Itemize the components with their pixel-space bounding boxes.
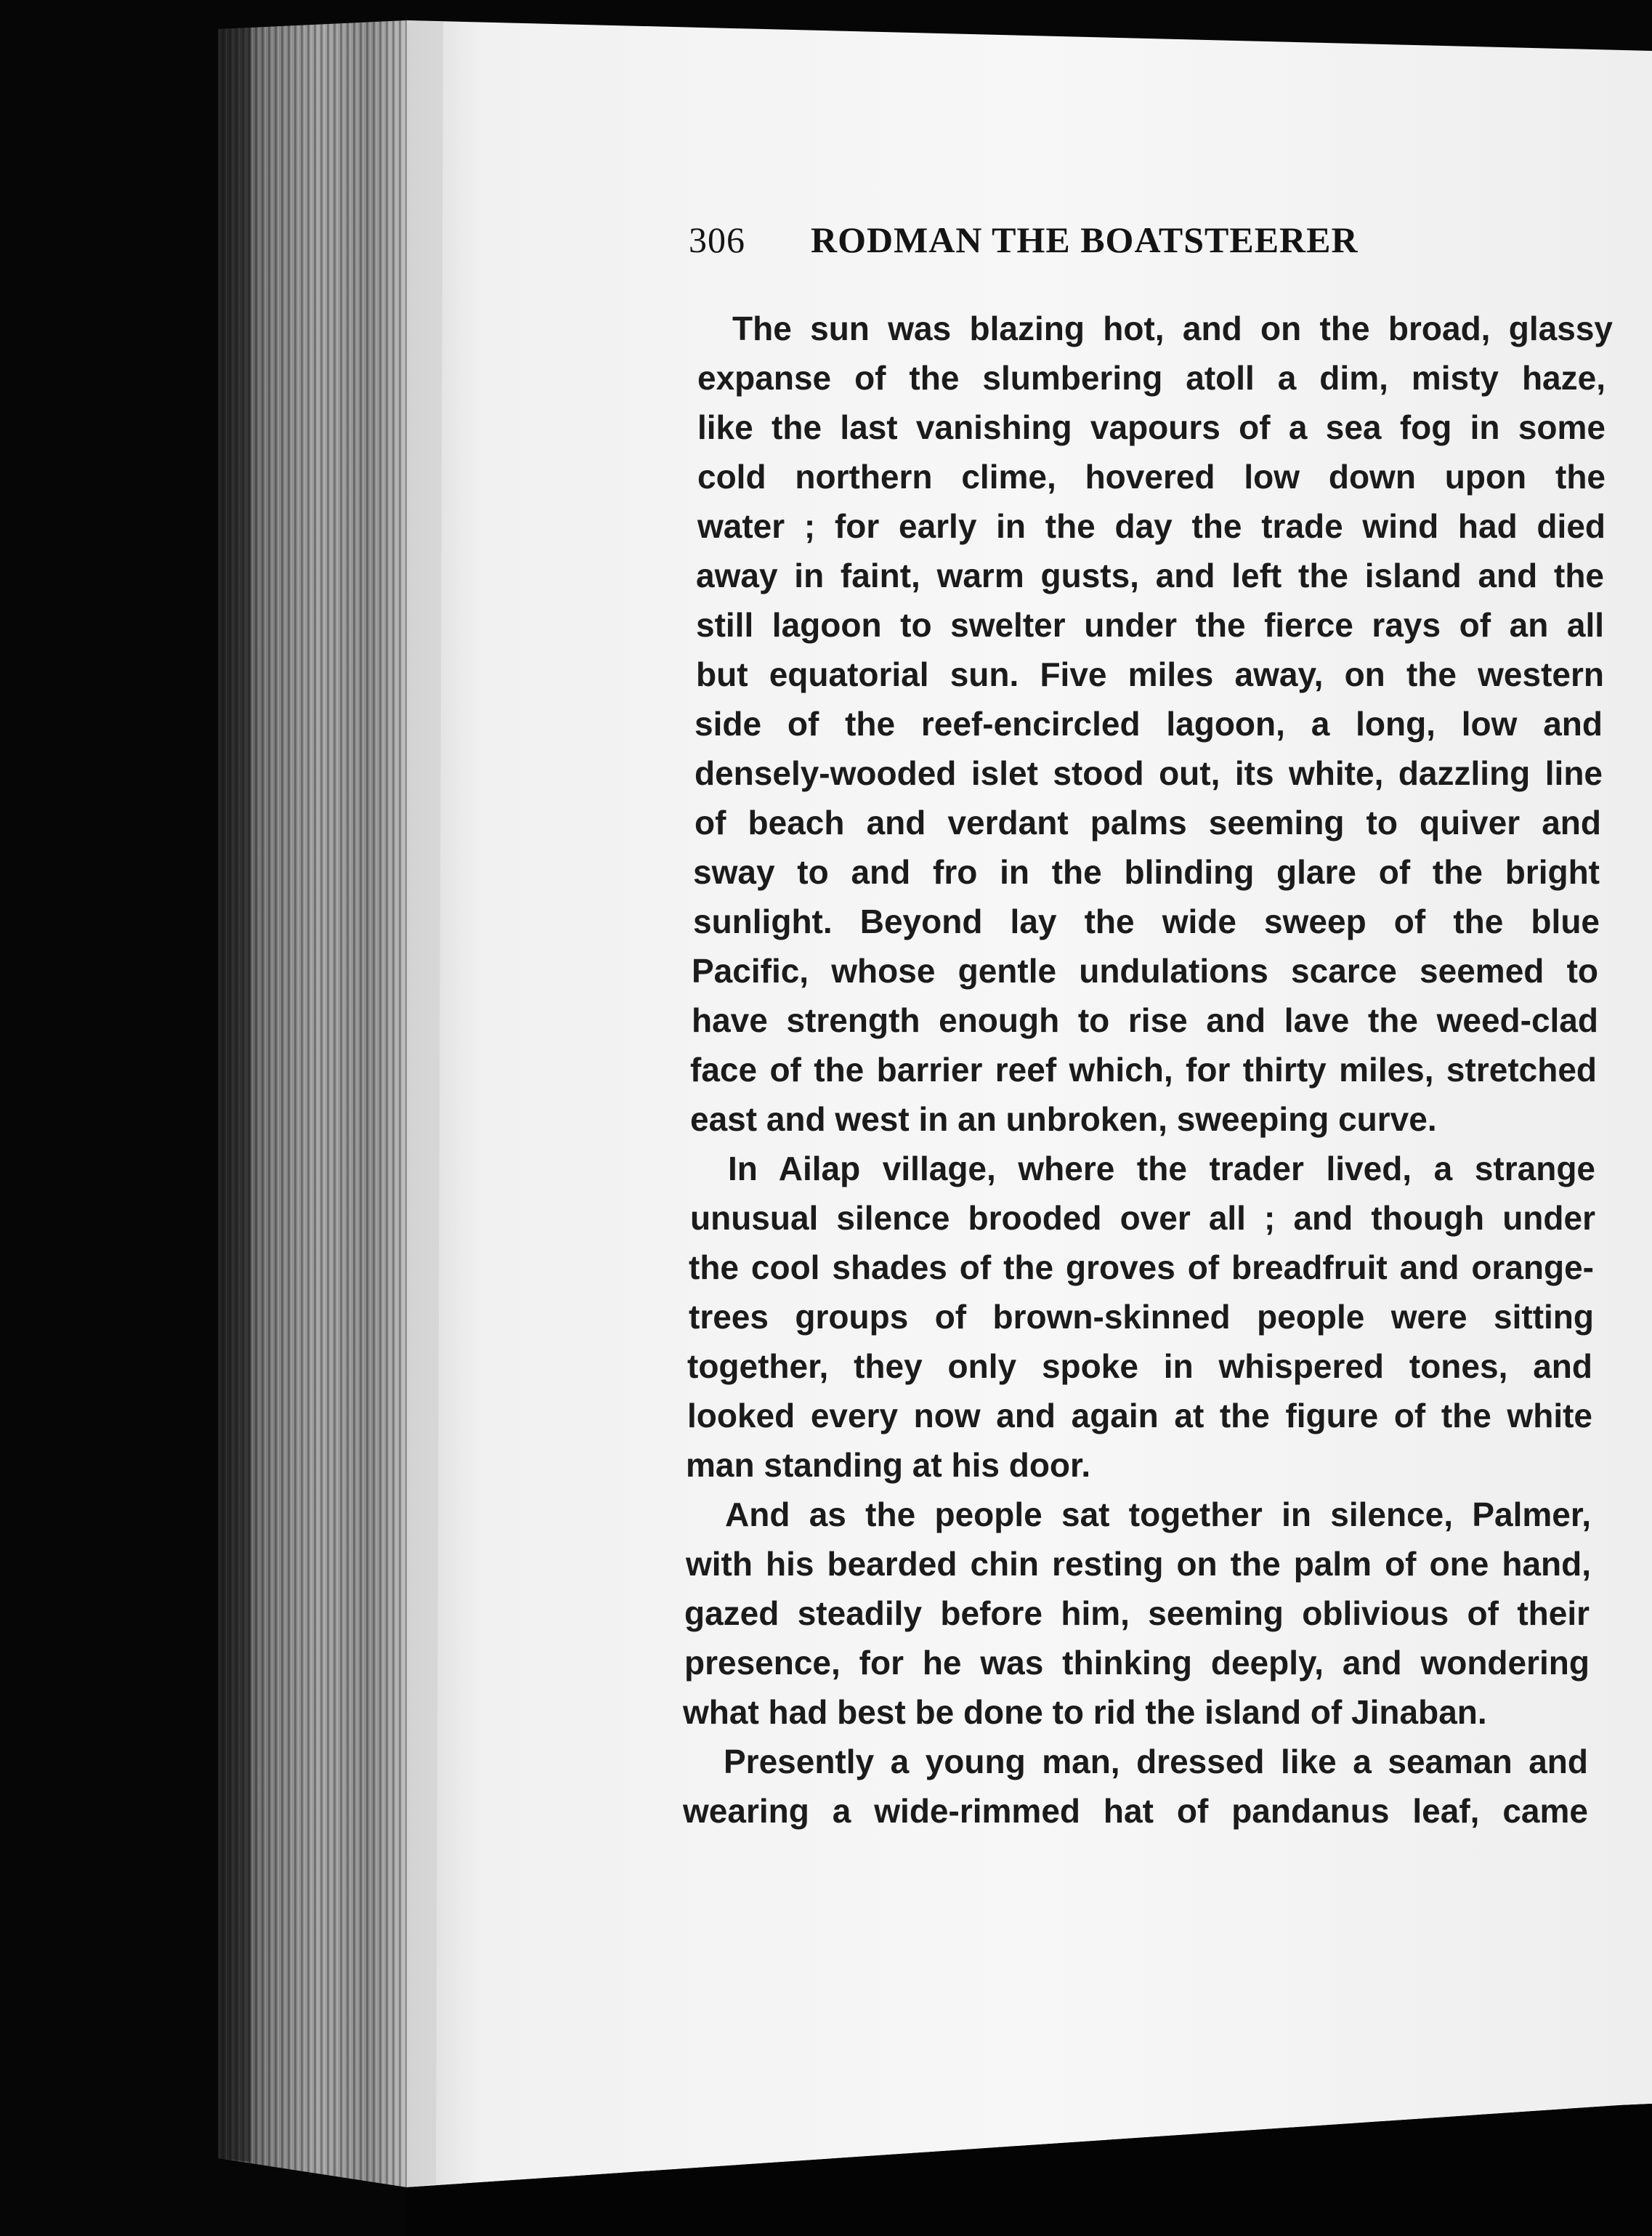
- text-line: away in faint, warm gusts, and left the island and the: [696, 557, 1604, 594]
- text-line: with his bearded chin resting on the palm of one hand,: [686, 1545, 1591, 1583]
- text-line: the cool shades of the groves of breadfruit and orange-: [689, 1248, 1594, 1286]
- text-line: presence, for he was thinking deeply, and wondering: [684, 1644, 1590, 1682]
- text-line: still lagoon to swelter under the fierce rays of an all: [696, 606, 1604, 644]
- text-line: like the last vanishing vapours of a sea fog in some: [697, 408, 1606, 446]
- text-line: looked every now and again at the figure of the white: [687, 1397, 1592, 1434]
- text-line: what had best be done to rid the island of Jinaban.: [683, 1693, 1487, 1731]
- text-line: sway to and fro in the blinding glare of the bright: [693, 853, 1600, 891]
- running-title: RODMAN THE BOATSTEERER: [811, 219, 1359, 260]
- text-line: trees groups of brown-skinned people were sitting: [689, 1298, 1594, 1336]
- text-line: together, they only spoke in whispered tones, and: [687, 1347, 1592, 1385]
- text-line: water ; for early in the day the trade wind had died: [697, 507, 1606, 545]
- page-number: 306: [689, 219, 745, 260]
- text-line: densely-wooded islet stood out, its white, dazzling line: [695, 754, 1603, 792]
- text-line: expanse of the slumbering atoll a dim, misty haze,: [697, 359, 1606, 397]
- text-line: side of the reef-encircled lagoon, a long, low and: [695, 705, 1603, 743]
- running-head: [689, 211, 1560, 269]
- text-line: wearing a wide-rimmed hat of pandanus leaf, came: [683, 1792, 1588, 1830]
- text-line: man standing at his door.: [686, 1446, 1091, 1484]
- text-line: And as the people sat together in silence, Palmer,: [725, 1496, 1591, 1533]
- text-line: Pacific, whose gentle undulations scarce seemed to: [692, 952, 1598, 990]
- text-line: Presently a young man, dressed like a seaman and: [724, 1743, 1588, 1780]
- text-line: but equatorial sun. Five miles away, on the western: [696, 655, 1604, 693]
- text-line: sunlight. Beyond lay the wide sweep of the blue: [693, 903, 1600, 940]
- text-line: east and west in an unbroken, sweeping curve.: [690, 1100, 1437, 1138]
- text-line: face of the barrier reef which, for thirty miles, stretched: [690, 1051, 1597, 1089]
- text-line: of beach and verdant palms seeming to quiver and: [695, 804, 1601, 841]
- text-line: cold northern clime, hovered low down upon the: [697, 458, 1606, 496]
- text-line: unusual silence brooded over all ; and though under: [690, 1199, 1595, 1237]
- text-line: gazed steadily before him, seeming oblivious of their: [684, 1594, 1590, 1632]
- text-line: have strength enough to rise and lave the weed-clad: [692, 1001, 1598, 1039]
- text-line: In Ailap village, where the trader lived, a strange: [728, 1150, 1595, 1187]
- text-line: The sun was blazing hot, and on the broad, glassy: [732, 310, 1613, 347]
